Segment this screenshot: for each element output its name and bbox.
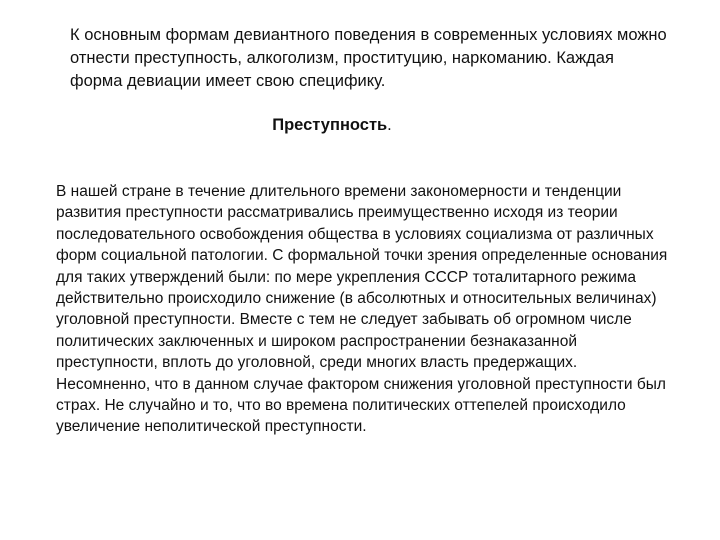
section-heading-title: Преступность: [272, 116, 388, 134]
section-heading-punct: .: [387, 116, 392, 134]
body-paragraph: В нашей стране в течение длительного времени закономерности и тенденции развития преступности рассматривались преимущественно исходя из теории последовательного освобождения общества в условиях социализма от различных форм социальной патологии. С формальной точки зрения определенные основания для таких утверждений были: по мере укрепления СССР тоталитарного режима действительно происходило снижение (в абсолютных и относительных величинах) уголовной преступности. Вместе с тем не следует забывать об огромном числе политических заключенных и широком распространении безнаказанной преступности, вплоть до уголовной, среди многих власть предержащих. Несомненно, что в данном случае фактором снижения уголовной преступности был страх. Не случайно и то, что во времена политических оттепелей происходило увеличение неполитической преступности.: [56, 183, 668, 436]
section-heading: [0, 114, 664, 137]
intro-paragraph: К основным формам девиантного поведения в современных условиях можно отнести преступность, алкоголизм, проституцию, наркоманию. Каждая форма девиации имеет свою специфику.: [70, 26, 667, 90]
